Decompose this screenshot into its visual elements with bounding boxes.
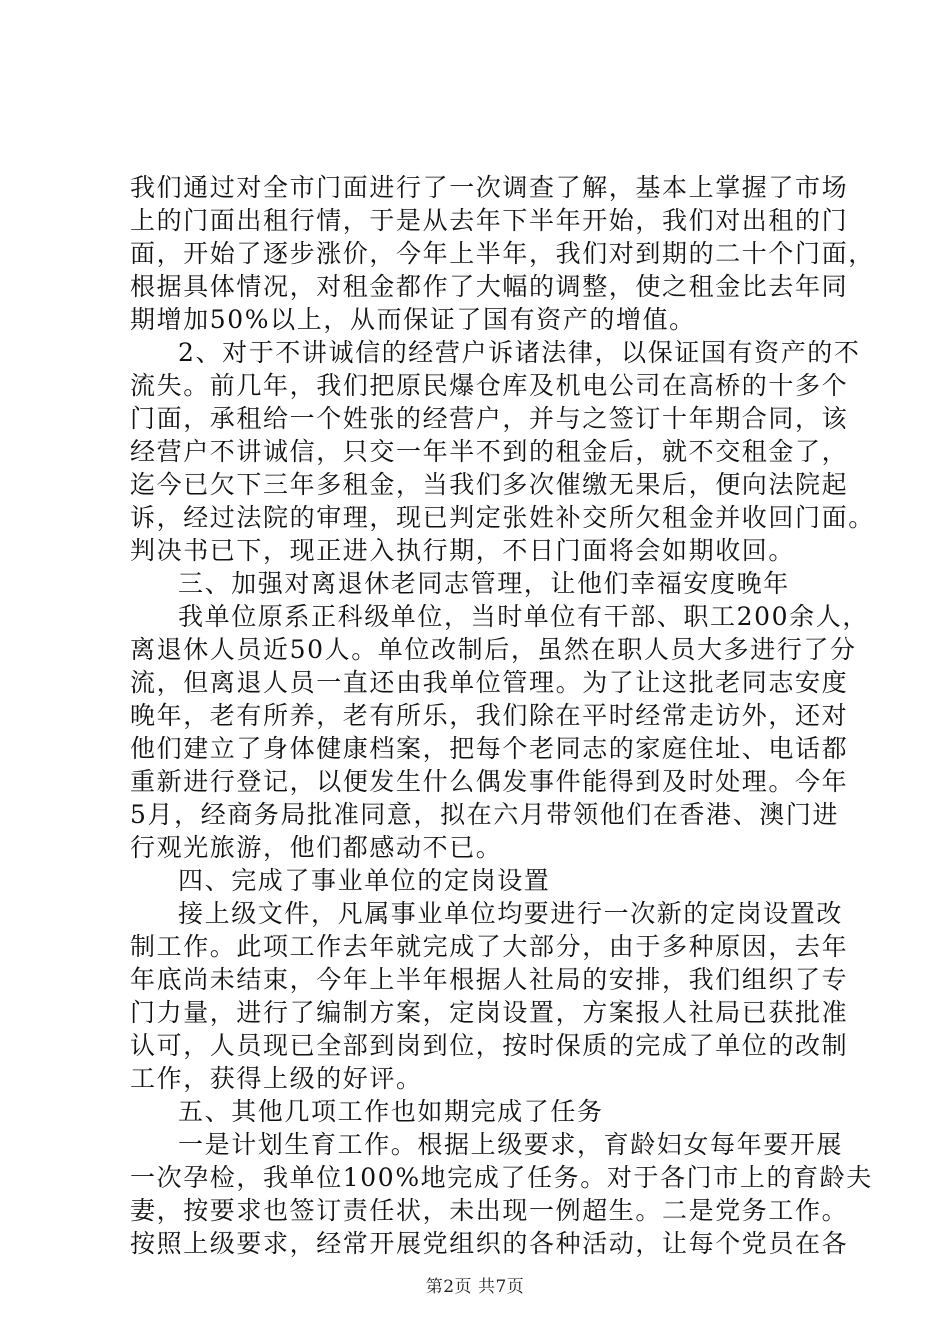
text-line: 门面，承租给一个姓张的经营户，并与之签订十年期合同，该 (130, 404, 849, 433)
page-number-footer: 第2页 共7页 (425, 1277, 525, 1297)
section-heading: 五、其他几项工作也如期完成了任务 (178, 1097, 604, 1126)
text-line: 诉，经过法院的审理，现已判定张姓补交所欠租金并收回门面。 (130, 503, 875, 532)
text-line: 经营户不讲诚信，只交一年半不到的租金后，就不交租金了， (130, 437, 849, 466)
text-line: 重新进行登记，以便发生什么偶发事件能得到及时处理。今年 (130, 767, 849, 796)
text-line: 上的门面出租行情，于是从去年下半年开始，我们对出租的门 (130, 206, 849, 235)
text-line: 年底尚未结束，今年上半年根据人社局的安排，我们组织了专 (130, 965, 849, 994)
text-line: 离退休人员近50人。单位改制后，虽然在职人员大多进行了分 (130, 635, 857, 664)
paragraph-start-line: 2、对于不讲诚信的经营户诉诸法律，以保证国有资产的不 (178, 338, 861, 367)
text-line: 流，但离退人员一直还由我单位管理。为了让这批老同志安度 (130, 668, 849, 697)
text-line: 行观光旅游，他们都感动不已。 (130, 833, 503, 862)
text-line: 妻，按要求也签订责任状，未出现一例超生。二是党务工作。 (130, 1196, 849, 1225)
paragraph-start-line: 一是计划生育工作。根据上级要求，育龄妇女每年要开展 (178, 1130, 844, 1159)
text-line: 工作，获得上级的好评。 (130, 1064, 423, 1093)
text-line: 我们通过对全市门面进行了一次调查了解，基本上掌握了市场 (130, 173, 849, 202)
section-heading: 四、完成了事业单位的定岗设置 (178, 866, 551, 895)
text-line: 门力量，进行了编制方案，定岗设置，方案报人社局已获批准 (130, 998, 849, 1027)
text-line: 认可，人员现已全部到岗到位，按时保质的完成了单位的改制 (130, 1031, 849, 1060)
text-line: 面，开始了逐步涨价，今年上半年，我们对到期的二十个门面， (130, 239, 875, 268)
text-line: 制工作。此项工作去年就完成了大部分，由于多种原因，去年 (130, 932, 849, 961)
text-line: 他们建立了身体健康档案，把每个老同志的家庭住址、电话都 (130, 734, 849, 763)
text-line: 5月，经商务局批准同意，拟在六月带领他们在香港、澳门进 (130, 800, 840, 829)
text-line: 判决书已下，现正进入执行期，不日门面将会如期收回。 (130, 536, 796, 565)
text-line: 晚年，老有所养，老有所乐，我们除在平时经常走访外，还对 (130, 701, 849, 730)
paragraph-start-line: 我单位原系正科级单位，当时单位有干部、职工200余人， (178, 602, 869, 631)
text-line: 期增加50%以上，从而保证了国有资产的增值。 (130, 305, 696, 334)
text-line: 迄今已欠下三年多租金，当我们多次催缴无果后，便向法院起 (130, 470, 849, 499)
text-line: 按照上级要求，经常开展党组织的各种活动，让每个党员在各 (130, 1229, 849, 1258)
paragraph-start-line: 接上级文件，凡属事业单位均要进行一次新的定岗设置改 (178, 899, 844, 928)
text-line: 流失。前几年，我们把原民爆仓库及机电公司在高桥的十多个 (130, 371, 849, 400)
section-heading: 三、加强对离退休老同志管理，让他们幸福安度晚年 (178, 569, 790, 598)
text-line: 根据具体情况，对租金都作了大幅的调整，使之租金比去年同 (130, 272, 849, 301)
text-line: 一次孕检，我单位100%地完成了任务。对于各门市上的育龄夫 (130, 1163, 873, 1192)
